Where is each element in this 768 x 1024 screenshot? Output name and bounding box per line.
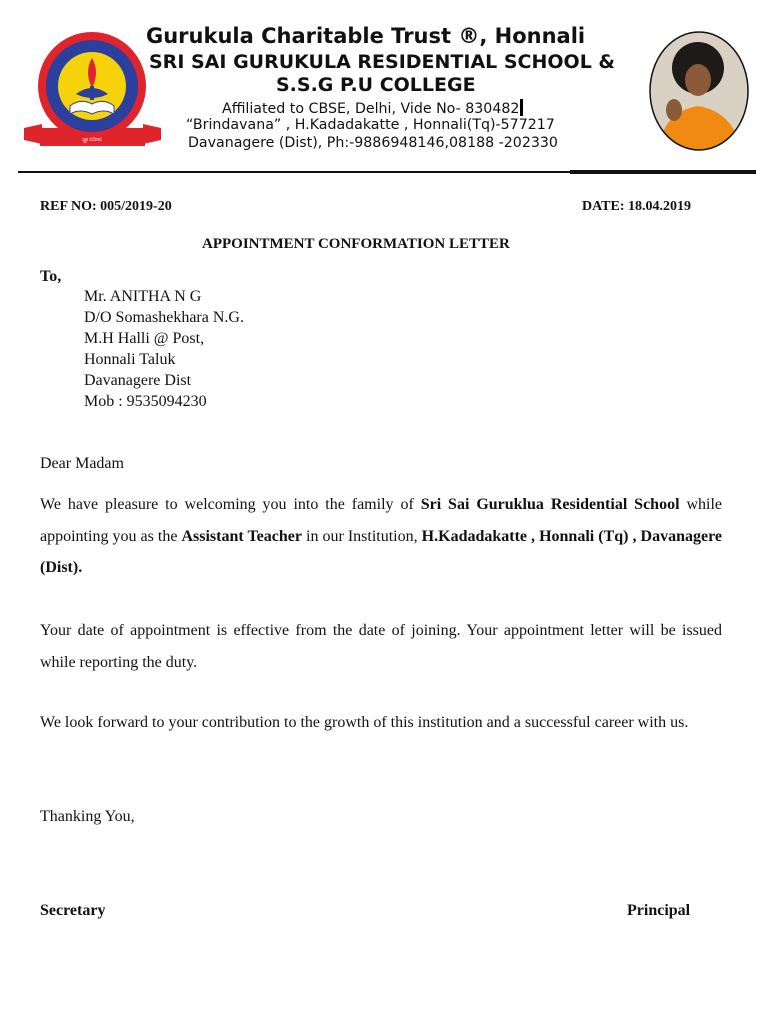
recipient-line: Honnali Taluk xyxy=(84,351,176,368)
header-divider-accent xyxy=(570,170,756,174)
recipient-name: Mr. ANITHA N G xyxy=(84,288,202,305)
affiliation-line xyxy=(222,99,523,117)
p1-location: H.Kadadakatte , Honnali (Tq) , Davanagere (Dist). xyxy=(40,527,723,576)
signature-secretary: Secretary xyxy=(40,902,106,919)
paragraph-welcome xyxy=(40,489,722,584)
to-label: To, xyxy=(40,268,62,285)
school-name-line-2: S.S.G P.U COLLEGE xyxy=(276,74,476,96)
school-logo xyxy=(20,28,165,154)
recipient-line: Davanagere Dist xyxy=(84,372,192,389)
p1-text: in our Institution, xyxy=(301,527,422,545)
address-line-2: Davanagere (Dist), Ph:-9886948146,08188 -202330 xyxy=(188,135,558,151)
reference-number: REF NO: 005/2019-20 xyxy=(40,199,172,214)
recipient-line: M.H Halli @ Post, xyxy=(84,330,205,347)
p1-position: Assistant Teacher xyxy=(181,527,302,545)
recipient-line: D/O Somashekhara N.G. xyxy=(84,309,244,326)
paragraph-look-forward: We look forward to your contribution to the growth of this institution and a successful career with us. xyxy=(40,714,689,731)
signature-principal: Principal xyxy=(627,902,691,919)
text-cursor xyxy=(520,99,523,116)
letter-subject: APPOINTMENT CONFORMATION LETTER xyxy=(202,236,510,252)
letter-date: DATE: 18.04.2019 xyxy=(582,199,692,214)
school-name-line-1: SRI SAI GURUKULA RESIDENTIAL SCHOOL & xyxy=(149,51,615,73)
paragraph-appointment-date: Your date of appointment is effective from the date of joining. Your appointment letter will be issued while reporting the duty. xyxy=(40,622,722,671)
svg-text:ಜ್ಞಾನದೀಪ: ಜ್ಞಾನದೀಪ xyxy=(82,136,102,143)
affiliation-text: Affiliated to CBSE, Delhi, Vide No- 830482 xyxy=(222,101,520,117)
trust-name: Gurukula Charitable Trust ®, Honnali xyxy=(146,24,586,48)
p1-text: We have pleasure to welcoming you into the family of xyxy=(40,496,421,513)
recipient-mobile: Mob : 9535094230 xyxy=(84,393,207,410)
portrait-photo xyxy=(648,30,750,152)
p1-school-name: Sri Sai Guruklua Residential School xyxy=(420,496,680,513)
address-line-1: “Brindavana” , H.Kadadakatte , Honnali(Tq)-577217 xyxy=(186,117,555,133)
salutation: Dear Madam xyxy=(40,455,124,472)
closing-line: Thanking You, xyxy=(40,808,135,825)
p1-text: while appointing you as the xyxy=(40,496,722,545)
